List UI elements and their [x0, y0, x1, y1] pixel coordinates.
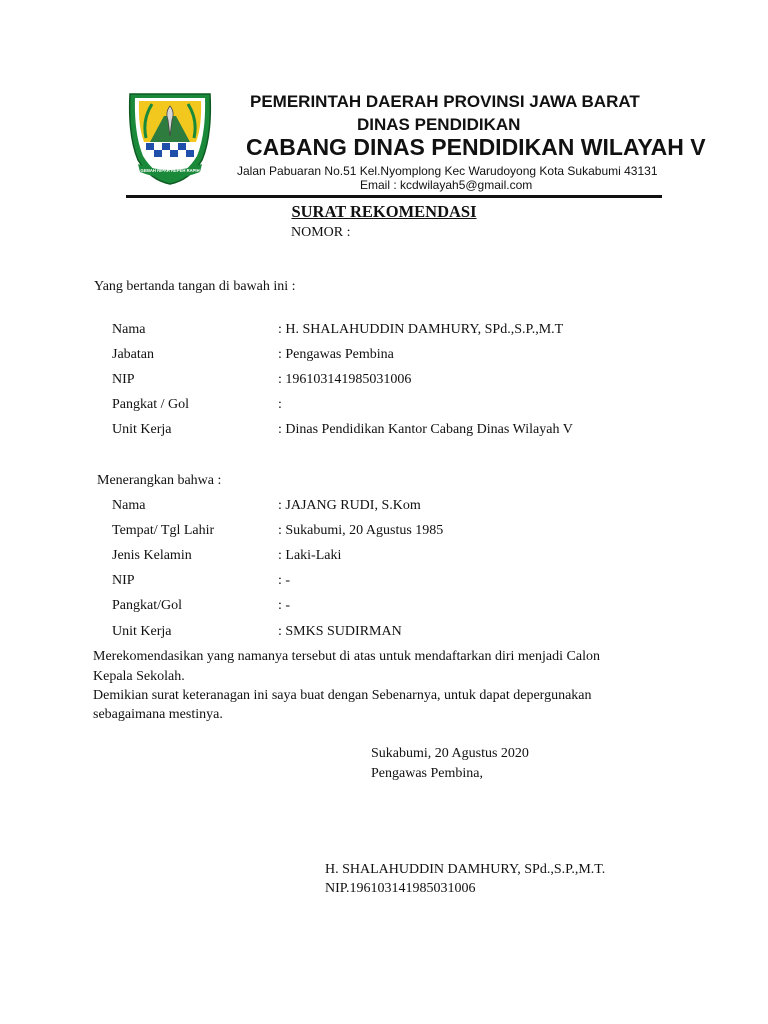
- letter-title: SURAT REKOMENDASI: [291, 202, 477, 221]
- recommendation-text-line1: Merekomendasikan yang namanya tersebut di atas untuk mendaftarkan diri menjadi Calon: [93, 649, 600, 664]
- subject-unit-label: Unit Kerja: [112, 624, 172, 639]
- closing-text-line2: sebagaimana mestinya.: [93, 707, 223, 722]
- signer-nip: NIP.196103141985031006: [325, 881, 476, 896]
- subject-gender-value: : Laki-Laki: [278, 548, 342, 563]
- subject-rank-label: Pangkat/Gol: [112, 598, 182, 613]
- header-branch: CABANG DINAS PENDIDIKAN WILAYAH V: [246, 134, 706, 160]
- subject-name-label: Nama: [112, 498, 146, 513]
- place-date: Sukabumi, 20 Agustus 2020: [371, 746, 529, 761]
- signer-unit-value: : Dinas Pendidikan Kantor Cabang Dinas Wilayah V: [278, 422, 573, 437]
- recommendation-text-line2: Kepala Sekolah.: [93, 669, 185, 684]
- subject-gender-label: Jenis Kelamin: [112, 548, 192, 563]
- subject-name-value: : JAJANG RUDI, S.Kom: [278, 498, 421, 513]
- letter-number: NOMOR :: [291, 225, 351, 240]
- signer-name-label: Nama: [112, 322, 146, 337]
- signer-rank-label: Pangkat / Gol: [112, 397, 189, 412]
- signer-position-value: : Pengawas Pembina: [278, 347, 394, 362]
- header-email: Email : kcdwilayah5@gmail.com: [360, 178, 533, 192]
- header-divider: [126, 195, 662, 198]
- emblem-motto: GEMAH RIPAH REPEH RAPIH: [140, 168, 200, 173]
- closing-text-line1: Demikian surat keteranagan ini saya buat dengan Sebenarnya, untuk dapat depergunakan: [93, 688, 592, 703]
- header-address: Jalan Pabuaran No.51 Kel.Nyomplong Kec Warudoyong Kota Sukabumi 43131: [237, 164, 658, 178]
- statement-intro: Menerangkan bahwa :: [97, 473, 222, 488]
- subject-nip-value: : -: [278, 573, 291, 588]
- subject-rank-value: : -: [278, 598, 291, 613]
- intro-text: Yang bertanda tangan di bawah ini :: [94, 279, 296, 294]
- signer-unit-label: Unit Kerja: [112, 422, 172, 437]
- subject-birth-label: Tempat/ Tgl Lahir: [112, 523, 215, 538]
- west-java-emblem: [120, 86, 220, 186]
- subject-unit-value: : SMKS SUDIRMAN: [278, 624, 402, 639]
- subject-birth-value: : Sukabumi, 20 Agustus 1985: [278, 523, 444, 538]
- signer-name-value: : H. SHALAHUDDIN DAMHURY, SPd.,S.P.,M.T: [278, 322, 564, 337]
- signer-full-name: H. SHALAHUDDIN DAMHURY, SPd.,S.P.,M.T.: [325, 862, 606, 877]
- signer-nip-value: : 196103141985031006: [278, 372, 412, 387]
- signer-position-label: Jabatan: [112, 347, 154, 362]
- header-department: DINAS PENDIDIKAN: [357, 115, 521, 134]
- signer-nip-label: NIP: [112, 372, 135, 387]
- header-government: PEMERINTAH DAERAH PROVINSI JAWA BARAT: [250, 92, 640, 111]
- signer-rank-value: :: [278, 397, 282, 412]
- subject-nip-label: NIP: [112, 573, 135, 588]
- signer-role: Pengawas Pembina,: [371, 766, 483, 781]
